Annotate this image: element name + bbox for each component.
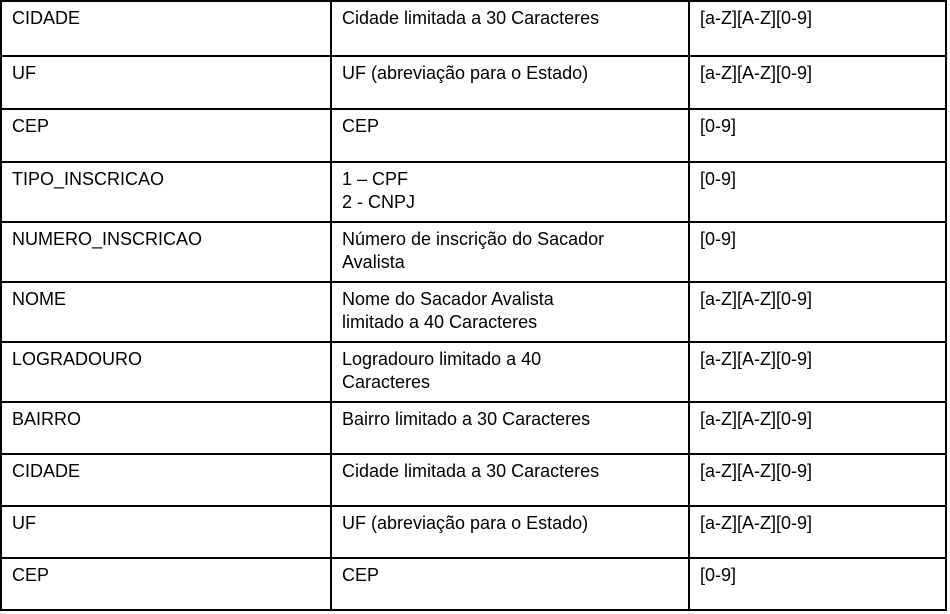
description-line: CEP [342, 116, 380, 136]
field-description-cell [331, 1, 689, 56]
field-name-cell: UF [1, 56, 331, 109]
table-row [1, 222, 946, 282]
description-line: UF (abreviação para o Estado) [342, 513, 589, 533]
field-name-cell: TIPO_INSCRICAO [1, 162, 331, 222]
field-description-cell [331, 109, 689, 162]
table-row [1, 282, 946, 342]
description-line: CEP [342, 565, 380, 585]
table-row [1, 558, 946, 610]
field-format-cell: [0-9] [689, 109, 946, 162]
field-format-cell: [0-9] [689, 162, 946, 222]
field-description-cell [331, 342, 689, 402]
field-name-cell: NOME [1, 282, 331, 342]
field-description-cell [331, 162, 689, 222]
field-description-cell [331, 282, 689, 342]
field-name-cell: CIDADE [1, 454, 331, 506]
table-row [1, 506, 946, 558]
field-format-cell: [a-Z][A-Z][0-9] [689, 342, 946, 402]
table-row [1, 342, 946, 402]
field-description-cell [331, 402, 689, 454]
description-line: Cidade limitada a 30 Caracteres [342, 8, 600, 28]
field-format-cell: [0-9] [689, 222, 946, 282]
field-description-cell [331, 558, 689, 610]
description-line: 2 - CNPJ [342, 192, 416, 213]
field-description-cell [331, 222, 689, 282]
table-row [1, 109, 946, 162]
field-format-cell: [a-Z][A-Z][0-9] [689, 56, 946, 109]
field-name-cell: UF [1, 506, 331, 558]
description-line: limitado a 40 Caracteres [342, 312, 538, 333]
table-body [1, 1, 946, 610]
field-name-cell: CEP [1, 558, 331, 610]
field-format-cell: [a-Z][A-Z][0-9] [689, 506, 946, 558]
field-format-cell: [a-Z][A-Z][0-9] [689, 454, 946, 506]
field-format-cell: [0-9] [689, 558, 946, 610]
description-line: Nome do Sacador Avalista [342, 289, 554, 309]
field-name-cell: LOGRADOURO [1, 342, 331, 402]
description-line: Bairro limitado a 30 Caracteres [342, 409, 591, 429]
field-description-cell [331, 454, 689, 506]
table-row [1, 402, 946, 454]
table-row [1, 56, 946, 109]
description-line: Número de inscrição do Sacador [342, 229, 605, 249]
description-line: Avalista [342, 252, 405, 273]
table-row [1, 454, 946, 506]
description-line: 1 – CPF [342, 169, 409, 189]
field-name-cell: BAIRRO [1, 402, 331, 454]
field-description-cell [331, 56, 689, 109]
field-description-cell [331, 506, 689, 558]
table-row [1, 1, 946, 56]
field-format-cell: [a-Z][A-Z][0-9] [689, 402, 946, 454]
field-name-cell: CIDADE [1, 1, 331, 56]
field-format-cell: [a-Z][A-Z][0-9] [689, 1, 946, 56]
field-format-cell: [a-Z][A-Z][0-9] [689, 282, 946, 342]
description-line: Logradouro limitado a 40 [342, 349, 542, 369]
description-line: UF (abreviação para o Estado) [342, 63, 589, 83]
description-line: Caracteres [342, 372, 431, 393]
description-line: Cidade limitada a 30 Caracteres [342, 461, 600, 481]
field-name-cell: NUMERO_INSCRICAO [1, 222, 331, 282]
field-name-cell: CEP [1, 109, 331, 162]
table-row [1, 162, 946, 222]
